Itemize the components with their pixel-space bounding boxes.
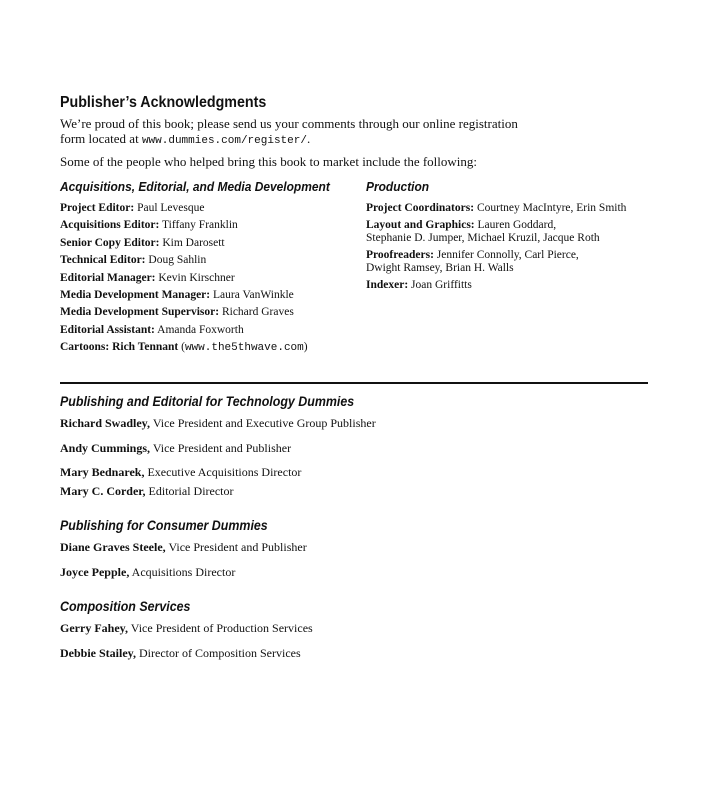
credit-item bbox=[60, 306, 360, 319]
credit-role: Proofreaders: bbox=[366, 249, 434, 261]
person-title: Director of Composition Services bbox=[139, 646, 301, 660]
composition-services-people bbox=[60, 621, 660, 660]
person-name: Richard Swadley, bbox=[60, 416, 151, 430]
credit-item bbox=[366, 202, 666, 215]
credit-role: Acquisitions Editor: bbox=[60, 219, 160, 232]
intro-period: . bbox=[306, 131, 311, 146]
credit-item bbox=[366, 219, 666, 245]
credit-role: Technical Editor: bbox=[60, 254, 146, 267]
credit-item bbox=[60, 219, 360, 232]
person-name: Gerry Fahey, bbox=[60, 621, 128, 635]
credit-item bbox=[60, 289, 360, 302]
intro-paragraph bbox=[60, 116, 520, 149]
person-item bbox=[60, 565, 660, 579]
page-title: Publisher’s Acknowledgments bbox=[60, 94, 267, 111]
credit-open-paren: ( bbox=[181, 341, 185, 354]
person-item bbox=[60, 540, 660, 554]
acquisitions-heading: Acquisitions, Editorial, and Media Development bbox=[60, 179, 330, 194]
person-title: Vice President and Executive Group Publisher bbox=[152, 416, 376, 430]
consumer-dummies-people bbox=[60, 540, 660, 579]
consumer-dummies-heading: Publishing for Consumer Dummies bbox=[60, 518, 268, 533]
credit-role: Editorial Assistant: bbox=[60, 323, 155, 336]
cartoons-url: www.the5thwave.com bbox=[184, 342, 304, 355]
person-item bbox=[60, 441, 660, 455]
credit-names: Doug Sahlin bbox=[148, 254, 207, 267]
credit-names: Paul Levesque bbox=[137, 202, 205, 214]
person-name: Joyce Pepple, bbox=[60, 565, 130, 579]
person-title: Acquisitions Director bbox=[131, 565, 236, 579]
credit-names: Joan Griffitts bbox=[411, 279, 472, 291]
credit-item bbox=[60, 341, 360, 355]
credit-role: Project Editor: bbox=[60, 202, 135, 214]
credit-names: Laura VanWinkle bbox=[212, 288, 294, 301]
composition-services-section bbox=[60, 599, 660, 660]
credit-names-continued: Dwight Ramsey, Brian H. Walls bbox=[366, 262, 514, 274]
person-title: Vice President and Publisher bbox=[152, 441, 292, 455]
intro-followup: Some of the people who helped bring this book to market include the following: bbox=[60, 154, 478, 169]
credit-item bbox=[366, 249, 666, 275]
credit-names: Courtney MacIntyre, Erin Smith bbox=[476, 202, 627, 214]
credit-close-paren: ) bbox=[303, 341, 308, 354]
person-name: Andy Cummings, bbox=[60, 441, 151, 455]
person-name: Mary C. Corder, bbox=[60, 484, 146, 498]
person-item bbox=[60, 465, 660, 479]
credit-names: Amanda Foxworth bbox=[157, 323, 244, 336]
credit-names: Lauren Goddard, bbox=[477, 219, 557, 231]
credit-item bbox=[60, 237, 360, 250]
section-divider bbox=[60, 382, 648, 384]
person-name: Debbie Stailey, bbox=[60, 646, 137, 660]
credit-item bbox=[366, 279, 666, 292]
production-heading: Production bbox=[366, 179, 430, 194]
person-name: Mary Bednarek, bbox=[60, 465, 145, 479]
person-item bbox=[60, 416, 660, 430]
credit-role: Media Development Supervisor: bbox=[60, 306, 220, 319]
acquisitions-credits bbox=[60, 202, 360, 355]
person-item bbox=[60, 484, 660, 498]
credit-names: Kevin Kirschner bbox=[158, 271, 235, 284]
credit-names: Jennifer Connolly, Carl Pierce, bbox=[436, 249, 579, 261]
technology-dummies-people bbox=[60, 416, 660, 498]
register-url: www.dummies.com/register/ bbox=[141, 135, 307, 147]
production-credits bbox=[366, 202, 666, 292]
credit-role: Media Development Manager: bbox=[60, 288, 211, 301]
credit-role: Senior Copy Editor: bbox=[60, 236, 160, 249]
person-title: Vice President and Publisher bbox=[168, 540, 307, 554]
technology-dummies-heading: Publishing and Editorial for Technology Dummies bbox=[60, 394, 355, 409]
composition-services-heading: Composition Services bbox=[60, 599, 191, 614]
technology-dummies-section bbox=[60, 394, 660, 498]
credit-names: Richard Graves bbox=[221, 306, 294, 319]
credit-role: Editorial Manager: bbox=[60, 271, 156, 284]
credit-role: Layout and Graphics: bbox=[366, 219, 475, 231]
person-title: Vice President of Production Services bbox=[130, 621, 313, 635]
credit-role: Cartoons: Rich Tennant bbox=[60, 341, 179, 354]
consumer-dummies-section bbox=[60, 518, 660, 579]
acquisitions-column bbox=[60, 179, 360, 360]
credit-item bbox=[60, 272, 360, 285]
person-item bbox=[60, 646, 660, 660]
person-name: Diane Graves Steele, bbox=[60, 540, 166, 554]
intro-text: We’re proud of this book; please send us your comments through our online registration form located at bbox=[60, 116, 518, 146]
credit-names: Kim Darosett bbox=[162, 236, 225, 249]
credit-item bbox=[60, 254, 360, 267]
credit-role: Indexer: bbox=[366, 279, 409, 291]
credit-names-continued: Stephanie D. Jumper, Michael Kruzil, Jacque Roth bbox=[366, 232, 600, 244]
production-column bbox=[366, 179, 666, 296]
credit-names: Tiffany Franklin bbox=[162, 219, 238, 232]
person-title: Editorial Director bbox=[148, 484, 234, 498]
credit-item bbox=[60, 324, 360, 337]
person-item bbox=[60, 621, 660, 635]
credit-item bbox=[60, 202, 360, 215]
person-title: Executive Acquisitions Director bbox=[147, 465, 302, 479]
credit-role: Project Coordinators: bbox=[366, 202, 475, 214]
